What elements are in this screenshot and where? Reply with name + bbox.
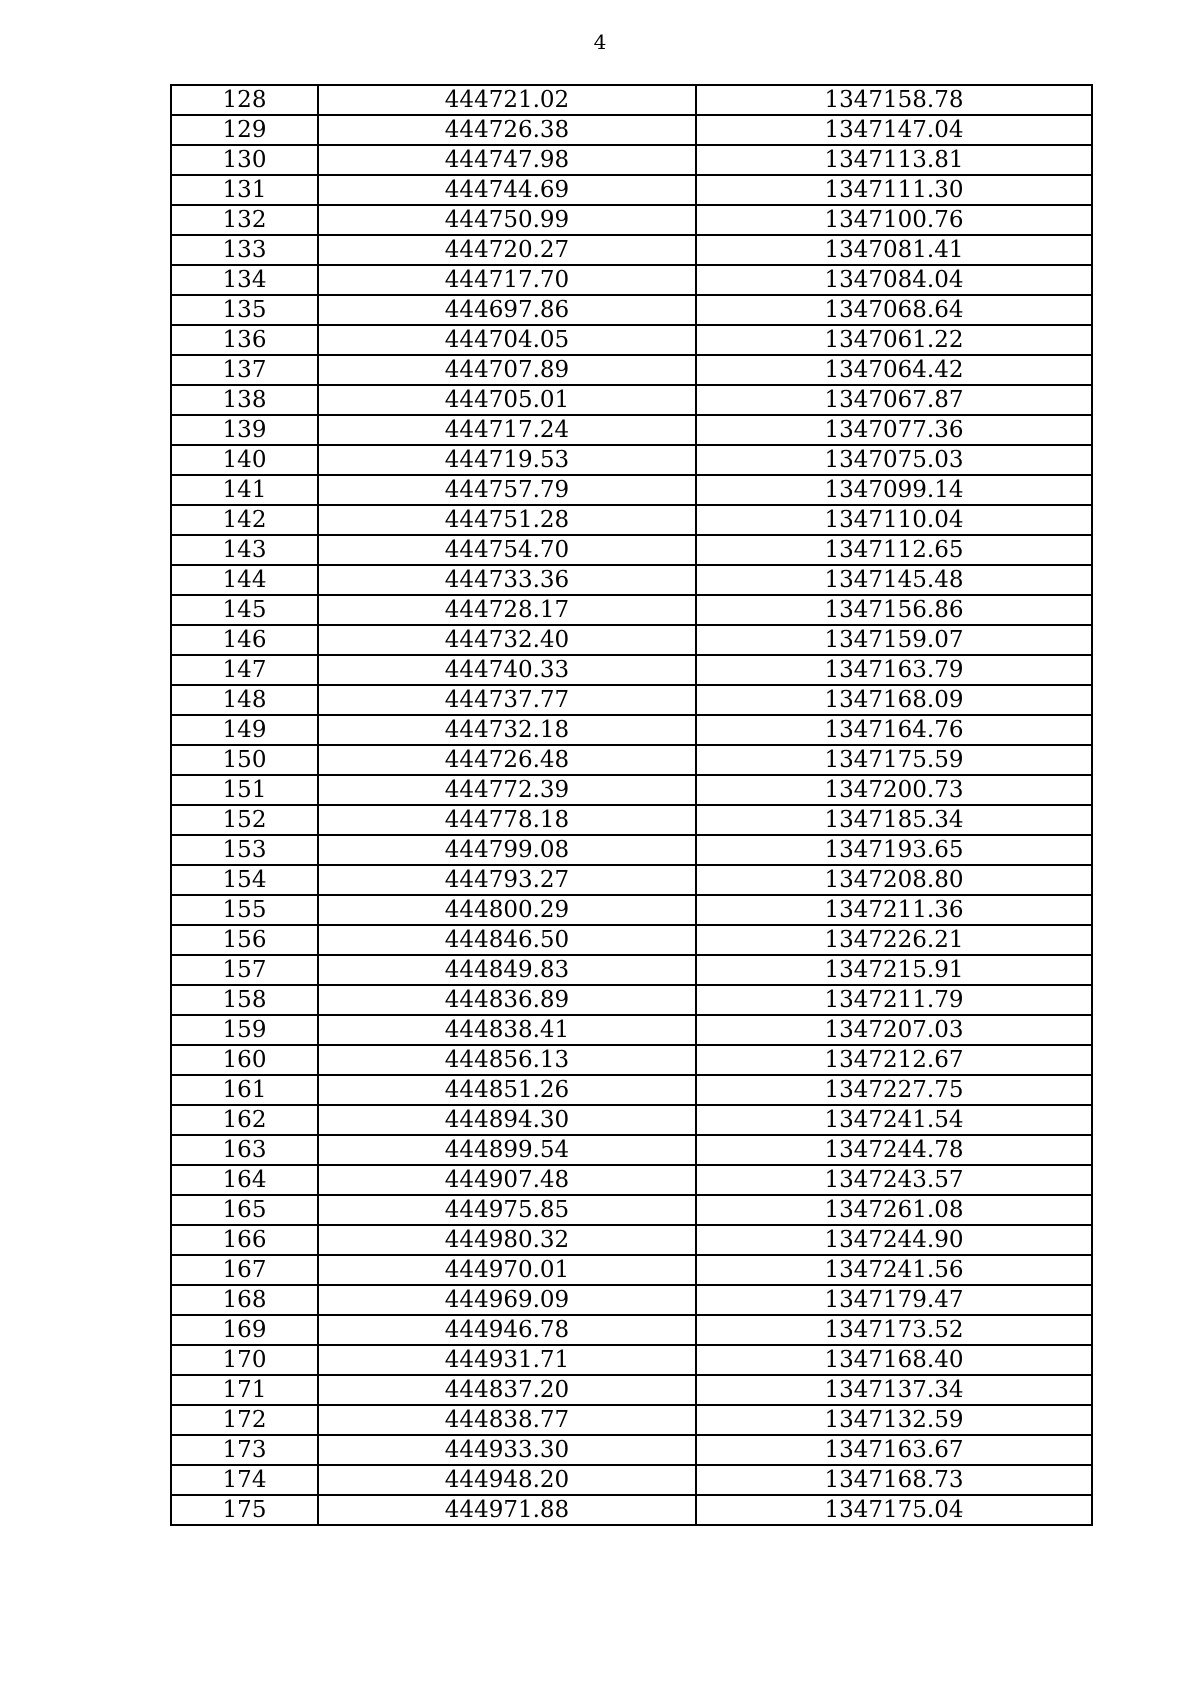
x-coordinate-cell: 444697.86 <box>318 295 696 325</box>
x-coordinate-cell: 444750.99 <box>318 205 696 235</box>
y-coordinate-cell: 1347159.07 <box>696 625 1092 655</box>
y-coordinate-cell: 1347132.59 <box>696 1405 1092 1435</box>
y-coordinate-cell: 1347175.04 <box>696 1495 1092 1525</box>
y-coordinate-cell: 1347137.34 <box>696 1375 1092 1405</box>
y-coordinate-cell: 1347226.21 <box>696 925 1092 955</box>
table-row <box>171 835 1092 865</box>
x-coordinate-cell: 444799.08 <box>318 835 696 865</box>
y-coordinate-cell: 1347261.08 <box>696 1195 1092 1225</box>
table-row <box>171 355 1092 385</box>
point-number-cell: 159 <box>171 1015 318 1045</box>
x-coordinate-cell: 444971.88 <box>318 1495 696 1525</box>
point-number-cell: 149 <box>171 715 318 745</box>
x-coordinate-cell: 444849.83 <box>318 955 696 985</box>
y-coordinate-cell: 1347243.57 <box>696 1165 1092 1195</box>
table-row <box>171 1495 1092 1525</box>
point-number-cell: 169 <box>171 1315 318 1345</box>
table-row <box>171 1165 1092 1195</box>
y-coordinate-cell: 1347212.67 <box>696 1045 1092 1075</box>
y-coordinate-cell: 1347168.40 <box>696 1345 1092 1375</box>
y-coordinate-cell: 1347168.09 <box>696 685 1092 715</box>
x-coordinate-cell: 444856.13 <box>318 1045 696 1075</box>
table-row <box>171 175 1092 205</box>
point-number-cell: 134 <box>171 265 318 295</box>
x-coordinate-cell: 444754.70 <box>318 535 696 565</box>
x-coordinate-cell: 444975.85 <box>318 1195 696 1225</box>
y-coordinate-cell: 1347241.54 <box>696 1105 1092 1135</box>
table-row <box>171 1105 1092 1135</box>
y-coordinate-cell: 1347112.65 <box>696 535 1092 565</box>
x-coordinate-cell: 444704.05 <box>318 325 696 355</box>
point-number-cell: 163 <box>171 1135 318 1165</box>
x-coordinate-cell: 444732.40 <box>318 625 696 655</box>
table-row <box>171 415 1092 445</box>
x-coordinate-cell: 444793.27 <box>318 865 696 895</box>
x-coordinate-cell: 444931.71 <box>318 1345 696 1375</box>
point-number-cell: 158 <box>171 985 318 1015</box>
x-coordinate-cell: 444836.89 <box>318 985 696 1015</box>
x-coordinate-cell: 444744.69 <box>318 175 696 205</box>
table-row <box>171 1285 1092 1315</box>
y-coordinate-cell: 1347110.04 <box>696 505 1092 535</box>
y-coordinate-cell: 1347208.80 <box>696 865 1092 895</box>
y-coordinate-cell: 1347147.04 <box>696 115 1092 145</box>
y-coordinate-cell: 1347163.67 <box>696 1435 1092 1465</box>
point-number-cell: 153 <box>171 835 318 865</box>
x-coordinate-cell: 444907.48 <box>318 1165 696 1195</box>
x-coordinate-cell: 444894.30 <box>318 1105 696 1135</box>
point-number-cell: 136 <box>171 325 318 355</box>
y-coordinate-cell: 1347200.73 <box>696 775 1092 805</box>
point-number-cell: 157 <box>171 955 318 985</box>
table-row <box>171 235 1092 265</box>
x-coordinate-cell: 444726.48 <box>318 745 696 775</box>
page-number: 4 <box>593 30 607 54</box>
y-coordinate-cell: 1347111.30 <box>696 175 1092 205</box>
y-coordinate-cell: 1347207.03 <box>696 1015 1092 1045</box>
y-coordinate-cell: 1347241.56 <box>696 1255 1092 1285</box>
point-number-cell: 174 <box>171 1465 318 1495</box>
point-number-cell: 147 <box>171 655 318 685</box>
y-coordinate-cell: 1347158.78 <box>696 85 1092 115</box>
point-number-cell: 154 <box>171 865 318 895</box>
table-row <box>171 715 1092 745</box>
point-number-cell: 151 <box>171 775 318 805</box>
x-coordinate-cell: 444772.39 <box>318 775 696 805</box>
x-coordinate-cell: 444970.01 <box>318 1255 696 1285</box>
table-row <box>171 895 1092 925</box>
point-number-cell: 148 <box>171 685 318 715</box>
x-coordinate-cell: 444948.20 <box>318 1465 696 1495</box>
table-row <box>171 1195 1092 1225</box>
point-number-cell: 167 <box>171 1255 318 1285</box>
point-number-cell: 164 <box>171 1165 318 1195</box>
point-number-cell: 146 <box>171 625 318 655</box>
x-coordinate-cell: 444717.70 <box>318 265 696 295</box>
table-row <box>171 1405 1092 1435</box>
table-row <box>171 1345 1092 1375</box>
point-number-cell: 142 <box>171 505 318 535</box>
y-coordinate-cell: 1347064.42 <box>696 355 1092 385</box>
x-coordinate-cell: 444720.27 <box>318 235 696 265</box>
point-number-cell: 166 <box>171 1225 318 1255</box>
x-coordinate-cell: 444740.33 <box>318 655 696 685</box>
table-row <box>171 145 1092 175</box>
point-number-cell: 175 <box>171 1495 318 1525</box>
coordinates-table <box>170 84 1093 1526</box>
point-number-cell: 132 <box>171 205 318 235</box>
point-number-cell: 172 <box>171 1405 318 1435</box>
table-row <box>171 925 1092 955</box>
point-number-cell: 135 <box>171 295 318 325</box>
table-row <box>171 565 1092 595</box>
y-coordinate-cell: 1347179.47 <box>696 1285 1092 1315</box>
table-row <box>171 1135 1092 1165</box>
table-row <box>171 475 1092 505</box>
point-number-cell: 161 <box>171 1075 318 1105</box>
table-row <box>171 805 1092 835</box>
x-coordinate-cell: 444846.50 <box>318 925 696 955</box>
point-number-cell: 168 <box>171 1285 318 1315</box>
x-coordinate-cell: 444838.77 <box>318 1405 696 1435</box>
y-coordinate-cell: 1347067.87 <box>696 385 1092 415</box>
y-coordinate-cell: 1347193.65 <box>696 835 1092 865</box>
table-row <box>171 385 1092 415</box>
table-row <box>171 955 1092 985</box>
table-row <box>171 85 1092 115</box>
y-coordinate-cell: 1347211.79 <box>696 985 1092 1015</box>
y-coordinate-cell: 1347163.79 <box>696 655 1092 685</box>
x-coordinate-cell: 444969.09 <box>318 1285 696 1315</box>
table-row <box>171 1375 1092 1405</box>
table-row <box>171 1225 1092 1255</box>
point-number-cell: 143 <box>171 535 318 565</box>
y-coordinate-cell: 1347068.64 <box>696 295 1092 325</box>
point-number-cell: 133 <box>171 235 318 265</box>
point-number-cell: 138 <box>171 385 318 415</box>
y-coordinate-cell: 1347244.78 <box>696 1135 1092 1165</box>
y-coordinate-cell: 1347156.86 <box>696 595 1092 625</box>
point-number-cell: 141 <box>171 475 318 505</box>
x-coordinate-cell: 444728.17 <box>318 595 696 625</box>
point-number-cell: 131 <box>171 175 318 205</box>
x-coordinate-cell: 444899.54 <box>318 1135 696 1165</box>
table-row <box>171 535 1092 565</box>
point-number-cell: 155 <box>171 895 318 925</box>
x-coordinate-cell: 444733.36 <box>318 565 696 595</box>
y-coordinate-cell: 1347173.52 <box>696 1315 1092 1345</box>
table-row <box>171 325 1092 355</box>
table-row <box>171 295 1092 325</box>
x-coordinate-cell: 444778.18 <box>318 805 696 835</box>
point-number-cell: 170 <box>171 1345 318 1375</box>
table-row <box>171 265 1092 295</box>
x-coordinate-cell: 444721.02 <box>318 85 696 115</box>
point-number-cell: 144 <box>171 565 318 595</box>
x-coordinate-cell: 444732.18 <box>318 715 696 745</box>
x-coordinate-cell: 444747.98 <box>318 145 696 175</box>
table-row <box>171 685 1092 715</box>
point-number-cell: 150 <box>171 745 318 775</box>
y-coordinate-cell: 1347168.73 <box>696 1465 1092 1495</box>
table-row <box>171 745 1092 775</box>
point-number-cell: 171 <box>171 1375 318 1405</box>
y-coordinate-cell: 1347211.36 <box>696 895 1092 925</box>
x-coordinate-cell: 444707.89 <box>318 355 696 385</box>
table-row <box>171 205 1092 235</box>
point-number-cell: 137 <box>171 355 318 385</box>
y-coordinate-cell: 1347145.48 <box>696 565 1092 595</box>
point-number-cell: 139 <box>171 415 318 445</box>
point-number-cell: 130 <box>171 145 318 175</box>
x-coordinate-cell: 444737.77 <box>318 685 696 715</box>
y-coordinate-cell: 1347227.75 <box>696 1075 1092 1105</box>
x-coordinate-cell: 444717.24 <box>318 415 696 445</box>
x-coordinate-cell: 444705.01 <box>318 385 696 415</box>
table-row <box>171 1435 1092 1465</box>
point-number-cell: 162 <box>171 1105 318 1135</box>
point-number-cell: 128 <box>171 85 318 115</box>
y-coordinate-cell: 1347084.04 <box>696 265 1092 295</box>
y-coordinate-cell: 1347061.22 <box>696 325 1092 355</box>
x-coordinate-cell: 444980.32 <box>318 1225 696 1255</box>
point-number-cell: 173 <box>171 1435 318 1465</box>
point-number-cell: 160 <box>171 1045 318 1075</box>
table-row <box>171 865 1092 895</box>
table-row <box>171 655 1092 685</box>
x-coordinate-cell: 444933.30 <box>318 1435 696 1465</box>
point-number-cell: 145 <box>171 595 318 625</box>
y-coordinate-cell: 1347185.34 <box>696 805 1092 835</box>
x-coordinate-cell: 444946.78 <box>318 1315 696 1345</box>
table-row <box>171 445 1092 475</box>
y-coordinate-cell: 1347175.59 <box>696 745 1092 775</box>
y-coordinate-cell: 1347081.41 <box>696 235 1092 265</box>
y-coordinate-cell: 1347244.90 <box>696 1225 1092 1255</box>
point-number-cell: 152 <box>171 805 318 835</box>
x-coordinate-cell: 444719.53 <box>318 445 696 475</box>
point-number-cell: 156 <box>171 925 318 955</box>
x-coordinate-cell: 444837.20 <box>318 1375 696 1405</box>
x-coordinate-cell: 444800.29 <box>318 895 696 925</box>
y-coordinate-cell: 1347099.14 <box>696 475 1092 505</box>
y-coordinate-cell: 1347075.03 <box>696 445 1092 475</box>
y-coordinate-cell: 1347100.76 <box>696 205 1092 235</box>
y-coordinate-cell: 1347077.36 <box>696 415 1092 445</box>
x-coordinate-cell: 444751.28 <box>318 505 696 535</box>
y-coordinate-cell: 1347164.76 <box>696 715 1092 745</box>
coordinates-table-body <box>171 85 1092 1525</box>
x-coordinate-cell: 444726.38 <box>318 115 696 145</box>
table-row <box>171 625 1092 655</box>
table-row <box>171 505 1092 535</box>
y-coordinate-cell: 1347113.81 <box>696 145 1092 175</box>
table-row <box>171 1045 1092 1075</box>
table-row <box>171 1075 1092 1105</box>
table-row <box>171 1315 1092 1345</box>
y-coordinate-cell: 1347215.91 <box>696 955 1092 985</box>
x-coordinate-cell: 444757.79 <box>318 475 696 505</box>
table-row <box>171 1465 1092 1495</box>
table-row <box>171 115 1092 145</box>
point-number-cell: 129 <box>171 115 318 145</box>
x-coordinate-cell: 444838.41 <box>318 1015 696 1045</box>
point-number-cell: 140 <box>171 445 318 475</box>
x-coordinate-cell: 444851.26 <box>318 1075 696 1105</box>
table-row <box>171 775 1092 805</box>
table-row <box>171 1255 1092 1285</box>
table-row <box>171 985 1092 1015</box>
table-row <box>171 1015 1092 1045</box>
table-row <box>171 595 1092 625</box>
point-number-cell: 165 <box>171 1195 318 1225</box>
